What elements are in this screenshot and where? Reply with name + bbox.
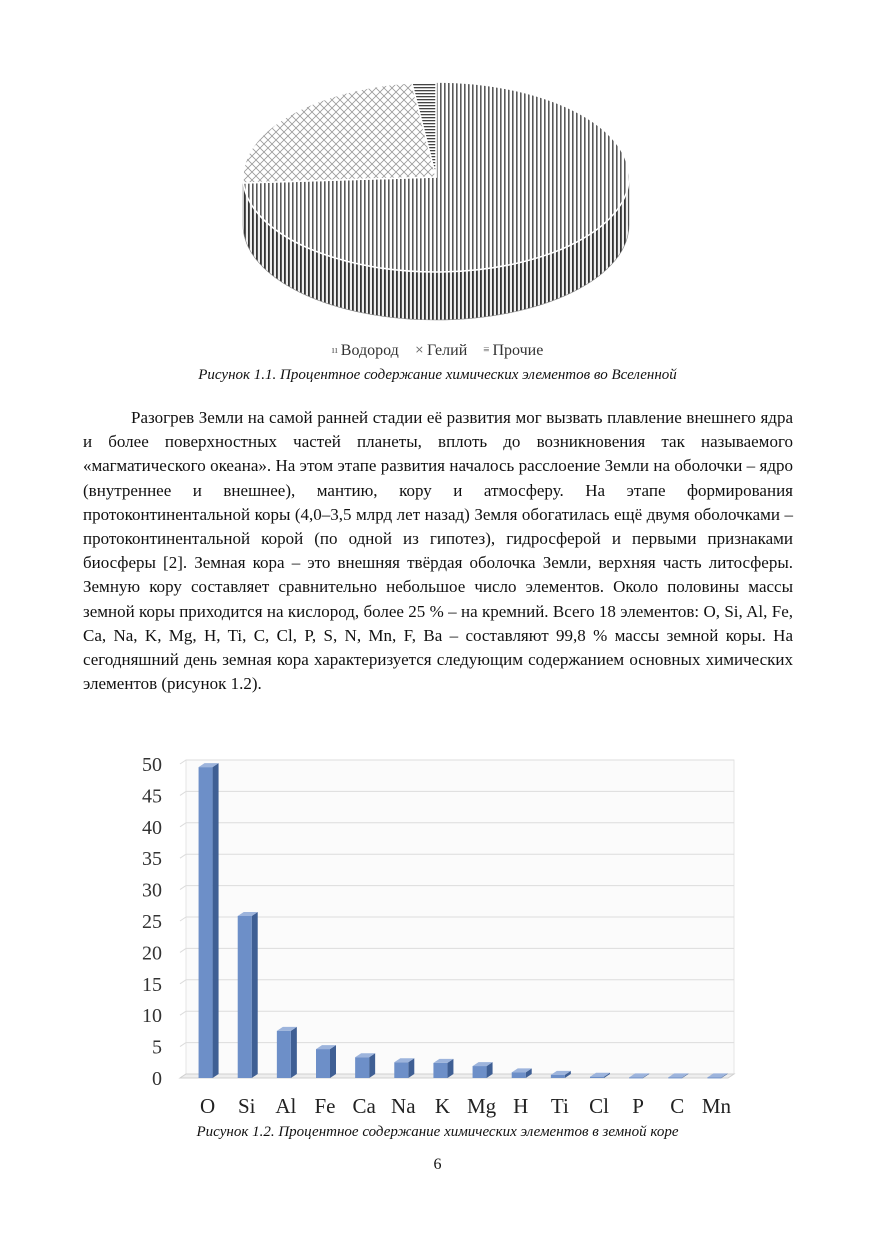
legend-label-hydrogen: Водород	[340, 342, 399, 359]
x-tick-label: Fe	[314, 1094, 336, 1118]
x-tick-label: H	[513, 1094, 529, 1118]
y-tick-label: 25	[142, 911, 162, 933]
bar-O	[199, 763, 219, 1078]
y-tick-label: 35	[142, 848, 162, 871]
body-paragraph: Разогрев Земли на самой ранней стадии её развития мог вызвать плавление внешнего ядра и более поверхностных частей планеты, вплоть до возникновения так называемого «магматического океана». На этом этапе развития началось расслоение Земли на оболочки – ядро (внутреннее и внешнее), мантию, кору и атмосферу. На этапе формирования протоконтинентальной коры (4,0–3,5 млрд лет назад) Земля обогатилась ещё двумя оболочками – протоконтинентальной корой (по одной из гипотез), гидросферой и первыми признаками биосферы [2]. Земная кора – это внешняя твёрдая оболочка Земли, верхняя часть литосферы. Земную кору составляет сравнительно небольшое число элементов. Около половины массы земной коры приходится на кислород, более 25 % – на кремний. Всего 18 элементов: O, Si, Al, Fe, Ca, Na, K, Mg, H, Ti, C, Cl, P, S, N, Mn, F, Ba – составляют 99,8 % массы земной коры. На сегодняшний день земная кора характеризуется следующим содержанием основных химических элементов (рисунок 1.2).	[83, 408, 793, 694]
y-tick-label: 45	[142, 785, 162, 808]
y-tick-label: 40	[142, 816, 162, 839]
y-tick-label: 50	[142, 754, 162, 776]
y-tick-label: 10	[142, 1005, 162, 1028]
bar-chart-svg	[128, 752, 738, 1122]
x-tick-label: Mg	[466, 1094, 497, 1118]
bar-Si	[238, 912, 258, 1078]
x-tick-label: Na	[391, 1094, 416, 1118]
horizontal-stripes-swatch-icon: ≡	[483, 344, 490, 356]
legend-item-other	[483, 342, 543, 360]
legend-item-hydrogen	[332, 342, 399, 360]
figure-1-pie-chart	[0, 0, 875, 340]
pie-legend	[0, 342, 875, 360]
x-tick-label: C	[670, 1094, 685, 1118]
bar-Fe	[316, 1045, 336, 1078]
x-tick-label: Al	[275, 1094, 297, 1118]
bar-Ca	[355, 1053, 375, 1078]
pie-chart-svg	[0, 0, 875, 340]
pie-slice-2	[243, 83, 436, 183]
x-tick-label: Mn	[701, 1094, 732, 1118]
bar-Mg	[473, 1062, 493, 1078]
bar-K	[433, 1059, 453, 1078]
vertical-stripes-swatch-icon: ıı	[331, 344, 338, 356]
y-tick-label: 30	[142, 879, 162, 902]
page-number: 6	[433, 1156, 442, 1173]
x-tick-label: Cl	[589, 1094, 609, 1118]
figure-2-caption: Рисунок 1.2. Процентное содержание химических элементов в земной коре	[196, 1124, 679, 1140]
y-tick-label: 0	[152, 1068, 162, 1090]
y-tick-label: 20	[142, 942, 162, 965]
legend-label-other: Прочие	[492, 342, 544, 359]
x-tick-label: O	[199, 1094, 216, 1118]
bar-Al	[277, 1027, 297, 1078]
x-tick-label: Si	[237, 1094, 256, 1118]
x-tick-label: Ti	[550, 1094, 569, 1118]
chart-floor	[180, 1074, 734, 1078]
figure-1-caption: Рисунок 1.1. Процентное содержание химических элементов во Вселенной	[198, 367, 677, 383]
x-tick-label: K	[434, 1094, 451, 1118]
x-tick-label: P	[632, 1094, 644, 1118]
y-tick-label: 15	[142, 973, 162, 996]
bar-Na	[394, 1058, 414, 1078]
x-tick-label: Ca	[352, 1094, 376, 1118]
legend-label-helium: Гелий	[427, 342, 468, 359]
legend-item-helium	[415, 342, 467, 360]
crosshatch-swatch-icon: ⨯	[414, 344, 425, 356]
figure-2-bar-chart	[128, 752, 738, 1122]
y-tick-label: 5	[152, 1036, 162, 1059]
